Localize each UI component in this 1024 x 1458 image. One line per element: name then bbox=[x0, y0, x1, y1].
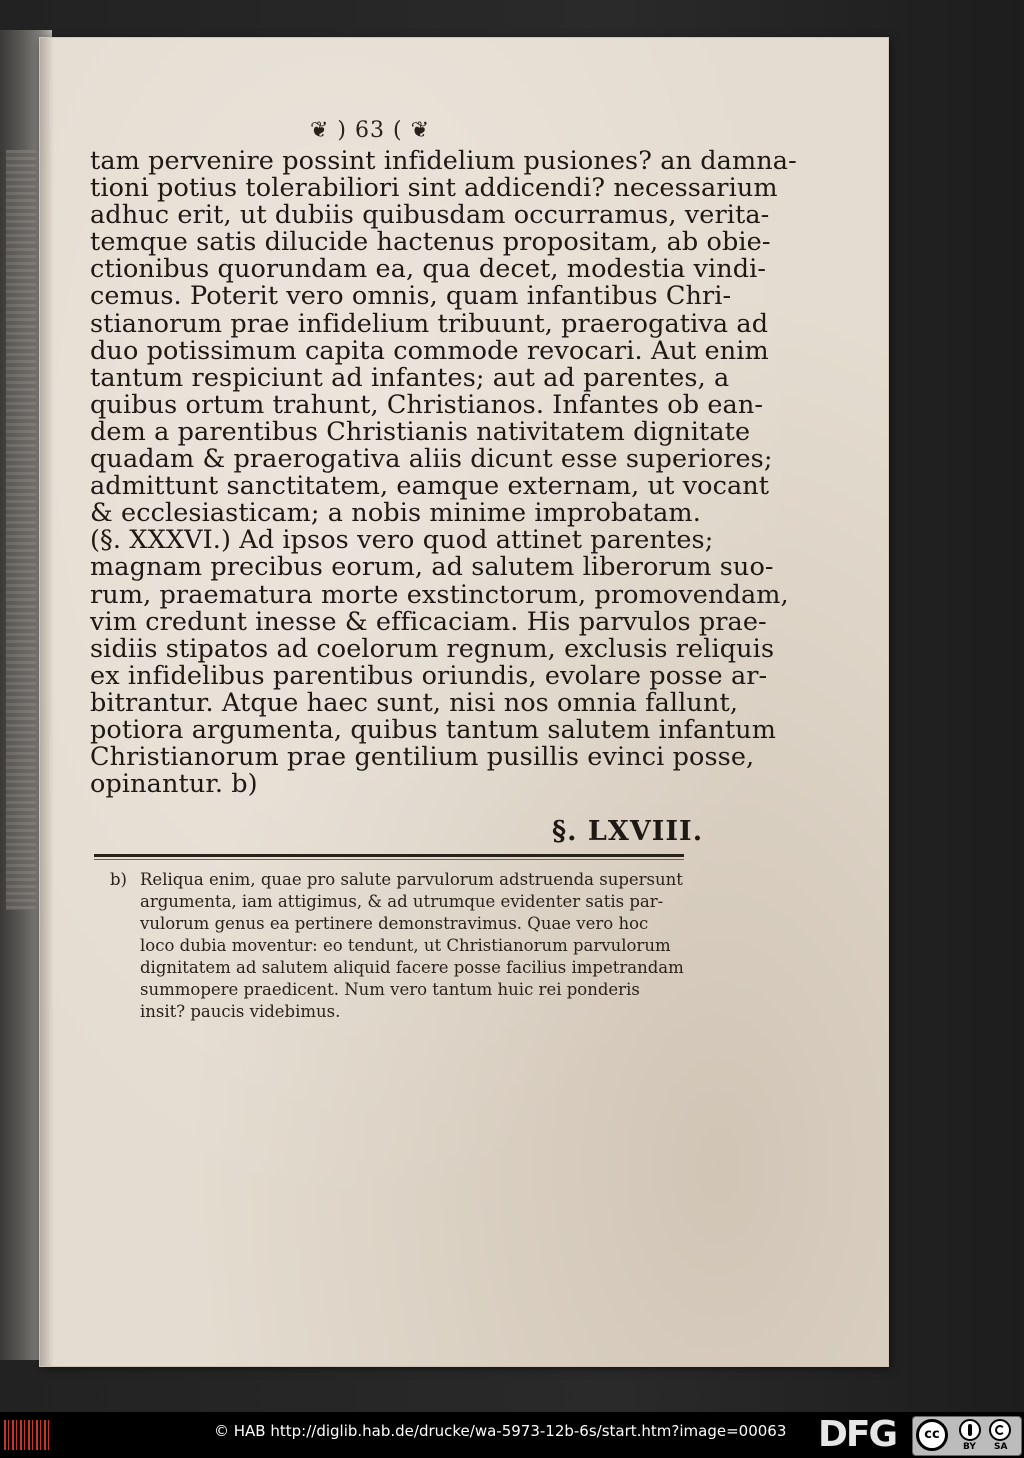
text-line: quibus ortum trahunt, Christianos. Infantes ob ean- bbox=[90, 389, 764, 420]
running-head: ❦ ) 63 ( ❦ bbox=[310, 118, 430, 143]
hab-barcode-logo bbox=[4, 1420, 50, 1450]
footnote-text: summopere praedicent. Num vero tantum huic rei ponderis bbox=[140, 980, 640, 999]
section-heading: §. LXVIII. bbox=[552, 816, 704, 847]
text-line: duo potissimum capita commode revocari. Aut enim bbox=[90, 335, 769, 366]
footnote-marker: b) bbox=[110, 870, 127, 889]
text-line: tantum respiciunt ad infantes; aut ad parentes, a bbox=[90, 362, 730, 393]
text-line: admittunt sanctitatem, eamque externam, ut vocant bbox=[90, 471, 770, 502]
text-line: (§. XXXVI.) Ad ipsos vero quod attinet parentes; bbox=[90, 525, 714, 556]
footnote-line bbox=[110, 869, 700, 891]
footnote-text: dignitatem ad salutem aliquid facere posse facilius impetrandam bbox=[140, 958, 684, 977]
text-line: dem a parentibus Christianis nativitatem dignitate bbox=[90, 416, 751, 447]
text-line: bitrantur. Atque haec sunt, nisi nos omnia fallunt, bbox=[90, 687, 739, 718]
text-line: temque satis dilucide hactenus propositam, ab obie- bbox=[90, 227, 771, 258]
footnote-line bbox=[110, 891, 700, 913]
footnote-line bbox=[110, 1001, 700, 1023]
text-line: tioni potius tolerabiliori sint addicendi? necessarium bbox=[90, 173, 778, 204]
text-line: magnam precibus eorum, ad salutem liberorum suo- bbox=[90, 552, 774, 583]
footnote-text: argumenta, iam attigimus, & ad utrumque evidenter satis par- bbox=[140, 892, 664, 911]
text-line: tam pervenire possint infidelium pusiones? an damna- bbox=[90, 146, 797, 176]
image-credit-link[interactable]: © HAB http://diglib.hab.de/drucke/wa-5973-12b-6s/start.htm?image=00063 bbox=[214, 1422, 787, 1440]
footnote-line bbox=[110, 957, 700, 979]
footnote-text: loco dubia moventur: eo tendunt, ut Christianorum parvulorum bbox=[140, 936, 671, 955]
cc-sa-label: SA bbox=[994, 1442, 1008, 1452]
cc-icon: cc bbox=[916, 1419, 948, 1451]
text-line: ex infidelibus parentibus oriundis, evolare posse ar- bbox=[90, 660, 768, 691]
cc-by-icon bbox=[959, 1419, 981, 1441]
footnote-text: vulorum genus ea pertinere demonstravimus. Quae vero hoc bbox=[140, 914, 649, 933]
cc-by-label: BY bbox=[963, 1442, 976, 1452]
footnote-line bbox=[110, 913, 700, 935]
text-line: vim credunt inesse & efficaciam. His parvulos prae- bbox=[90, 606, 767, 637]
text-line: potiora argumenta, quibus tantum salutem infantum bbox=[90, 714, 776, 745]
body-text bbox=[90, 146, 797, 800]
text-line: adhuc erit, ut dubiis quibusdam occurramus, verita- bbox=[90, 200, 770, 231]
text-line: opinantur. b) bbox=[90, 769, 258, 800]
footnote-line bbox=[110, 979, 700, 1001]
page-stack-edge bbox=[6, 150, 36, 910]
footnote-rule bbox=[94, 854, 684, 857]
dfg-logo: DFG bbox=[818, 1414, 897, 1455]
text-line: ctionibus quorundam ea, qua decet, modestia vindi- bbox=[90, 254, 767, 285]
footnote-text: Reliqua enim, quae pro salute parvulorum adstruenda supersunt bbox=[140, 870, 683, 889]
cc-sa-icon bbox=[989, 1419, 1011, 1441]
text-line: cemus. Poterit vero omnis, quam infantibus Chri- bbox=[90, 281, 732, 312]
footnote-line bbox=[110, 935, 700, 957]
text-line: stianorum prae infidelium tribuunt, praerogativa ad bbox=[90, 308, 769, 339]
footnote bbox=[110, 869, 700, 1023]
text-line: rum, praematura morte exstinctorum, promovendam, bbox=[90, 579, 789, 610]
text-line: quadam & praerogativa aliis dicunt esse superiores; bbox=[90, 444, 773, 475]
text-line: sidiis stipatos ad coelorum regnum, exclusis reliquis bbox=[90, 633, 775, 664]
book-page bbox=[40, 38, 888, 1366]
footnote-text: insit? paucis videbimus. bbox=[140, 1002, 341, 1021]
cc-license-badge[interactable] bbox=[912, 1416, 1022, 1456]
text-line: & ecclesiasticam; a nobis minime improbatam. bbox=[90, 498, 701, 529]
text-line: Christianorum prae gentilium pusillis evinci posse, bbox=[90, 742, 755, 773]
footnote-rule-thin bbox=[94, 859, 684, 860]
